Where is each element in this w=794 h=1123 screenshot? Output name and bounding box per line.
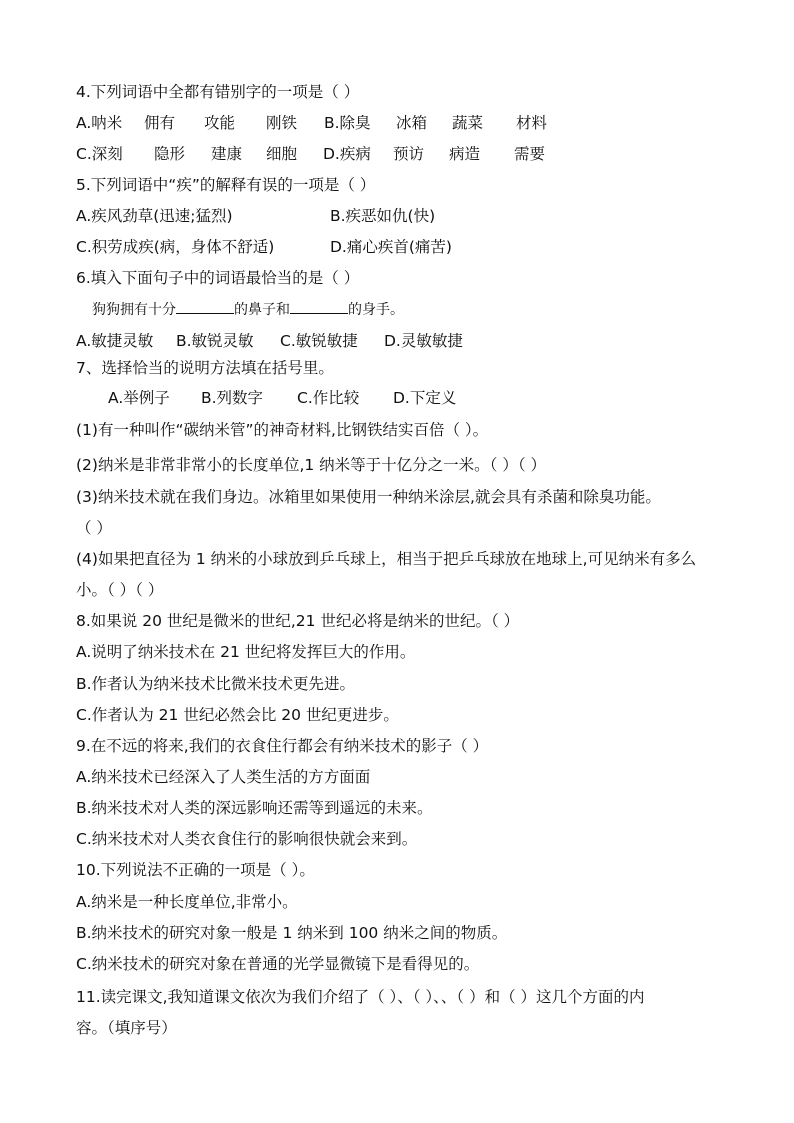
q6-option: C.敏锐敏捷 [280, 332, 358, 350]
q5-row-ab [76, 206, 435, 226]
q9-stem: 9.在不远的将来,我们的衣食住行都会有纳米技术的影子（ ） [76, 737, 489, 755]
q5-option-c: C.积劳成疾(病，身体不舒适) [76, 238, 275, 256]
q7-item-3-blank: （ ） [76, 519, 112, 537]
q8-stem: 8.如果说 20 世纪是微米的世纪,21 世纪必将是纳米的世纪。（ ） [76, 612, 520, 630]
q7-item-3: (3)纳米技术就在我们身边。冰箱里如果使用一种纳米涂层,就会具有杀菌和除臭功能。 [76, 488, 661, 506]
fill-blank [290, 299, 348, 314]
q5-stem: 5.下列词语中“疾”的解释有误的一项是（ ） [76, 176, 376, 194]
q10-option-a: A.纳米是一种长度单位,非常小。 [76, 893, 298, 911]
q6-option: A.敏捷灵敏 [76, 332, 154, 350]
q5-option-a: A.疾风劲草(迅速;猛烈) [76, 207, 233, 225]
q4-word: 隐形 [154, 145, 186, 163]
q4-row-c [76, 144, 545, 164]
q5-option-d: D.痛心疾首(痛苦) [330, 238, 452, 256]
q7-option: B.列数字 [201, 389, 264, 407]
q4-stem: 4.下列词语中全都有错别字的一项是（ ） [76, 83, 360, 101]
q6-stem: 6.填入下面句子中的词语最恰当的是（ ） [76, 269, 360, 287]
q4-word: 佣有 [144, 114, 176, 132]
q8-option-c: C.作者认为 21 世纪必然会比 20 世纪更进步。 [76, 706, 399, 724]
q4-row-a [76, 113, 547, 133]
fill-blank [176, 299, 234, 314]
q4-word: 建康 [211, 145, 243, 163]
q4-word: A.呐米 [76, 114, 123, 132]
q4-word: B.除臭 [324, 114, 371, 132]
q11-stem: 11.读完课文,我知道课文依次为我们介绍了（ ）、（ ）、、（ ）和（ ）这几个方面的内 [76, 988, 645, 1006]
q10-stem: 10.下列说法不正确的一项是（ ）。 [76, 861, 315, 879]
q7-options [108, 388, 456, 408]
q6-options [76, 331, 463, 351]
q7-option: D.下定义 [393, 389, 457, 407]
q4-word: D.疾病 [323, 145, 371, 163]
q7-option: A.举例子 [108, 389, 170, 407]
q10-option-b: B.纳米技术的研究对象一般是 1 纳米到 100 纳米之间的物质。 [76, 924, 508, 942]
q7-item-2: (2)纳米是非常非常小的长度单位,1 纳米等于十亿分之一米。（ ）（ ） [76, 456, 547, 474]
q4-word: C.深刻 [76, 145, 123, 163]
q4-word: 细胞 [266, 145, 298, 163]
q5-row-cd [76, 237, 452, 257]
q4-word: 刚铁 [266, 114, 298, 132]
q4-word: 攻能 [204, 114, 236, 132]
q8-option-a: A.说明了纳米技术在 21 世纪将发挥巨大的作用。 [76, 643, 416, 661]
q7-item-1: (1)有一种叫作“碳纳米管”的神奇材料,比钢铁结实百倍（ ）。 [76, 421, 489, 439]
q6-option: B.敏锐灵敏 [176, 332, 254, 350]
q6-sentence-part: 的鼻子和 [234, 302, 290, 318]
q9-option-a: A.纳米技术已经深入了人类生活的方方面面 [76, 768, 371, 786]
q4-word: 预访 [393, 145, 425, 163]
q7-item-4-cont: 小。（ ）（ ） [76, 581, 164, 599]
q4-word: 冰箱 [396, 114, 428, 132]
q11-stem-cont: 容。（填序号） [76, 1019, 177, 1037]
q10-option-c: C.纳米技术的研究对象在普通的光学显微镜下是看得见的。 [76, 955, 480, 973]
q6-sentence-part: 的身手。 [348, 302, 404, 318]
q4-word: 需要 [514, 145, 546, 163]
q6-sentence-part: 狗狗拥有十分 [92, 302, 176, 318]
q4-word: 蔬菜 [452, 114, 484, 132]
q7-item-4: (4)如果把直径为 1 纳米的小球放到乒乓球上，相当于把乒乓球放在地球上,可见纳米有多么 [76, 550, 697, 568]
q5-option-b: B.疾恶如仇(快) [330, 207, 436, 225]
q9-option-c: C.纳米技术对人类衣食住行的影响很快就会来到。 [76, 830, 418, 848]
q8-option-b: B.作者认为纳米技术比微米技术更先进。 [76, 675, 356, 693]
q6-sentence [92, 299, 404, 320]
q7-stem: 7、选择恰当的说明方法填在括号里。 [76, 359, 334, 377]
q7-option: C.作比较 [297, 389, 360, 407]
q4-word: 材料 [516, 114, 548, 132]
q9-option-b: B.纳米技术对人类的深远影响还需等到遥远的未来。 [76, 799, 433, 817]
q6-option: D.灵敏敏捷 [384, 332, 463, 350]
q4-word: 病造 [449, 145, 481, 163]
